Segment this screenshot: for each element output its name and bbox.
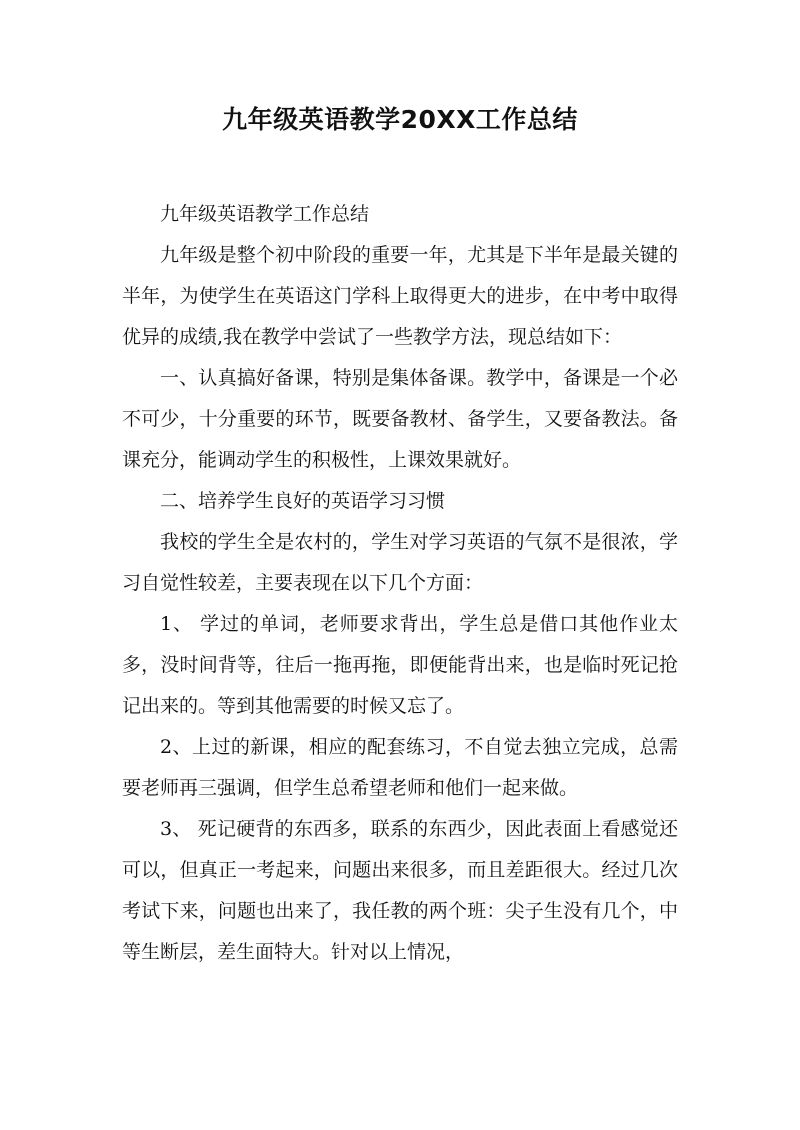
paragraph-point-two: 2、上过的新课，相应的配套练习，不自觉去独立完成，总需要老师再三强调，但学生总希望老师和他们一起来做。 xyxy=(122,736,678,799)
document-body xyxy=(122,194,678,973)
paragraph-point-three: 3、 死记硬背的东西多，联系的东西少，因此表面上看感觉还可以，但真正一考起来，问题出来很多，而且差距很大。经过几次考试下来，问题也出来了，我任教的两个班：尖子生没有几个，中等生断层，差生面特大。针对以上情况， xyxy=(122,818,678,963)
paragraph-background: 我校的学生全是农村的，学生对学习英语的气氛不是很浓，学习自觉性较差，主要表现在以下几个方面： xyxy=(122,531,678,594)
paragraph-subtitle: 九年级英语教学工作总结 xyxy=(160,203,370,225)
paragraph-section-one: 一、认真搞好备课，特别是集体备课。教学中，备课是一个必不可少，十分重要的环节，既要备教材、备学生，又要备教法。备课充分，能调动学生的积极性，上课效果就好。 xyxy=(122,367,678,471)
document-title: 九年级英语教学20XX工作总结 xyxy=(222,105,578,134)
paragraph-section-two-heading: 二、培养学生良好的英语学习习惯 xyxy=(160,490,446,512)
paragraph-intro: 九年级是整个初中阶段的重要一年，尤其是下半年是最关键的半年，为使学生在英语这门学科上取得更大的进步，在中考中取得优异的成绩,我在教学中尝试了一些教学方法，现总结如下： xyxy=(122,244,678,348)
paragraph-point-one: 1、 学过的单词，老师要求背出，学生总是借口其他作业太多，没时间背等，往后一拖再拖，即便能背出来，也是临时死记抢记出来的。等到其他需要的时候又忘了。 xyxy=(122,613,678,717)
